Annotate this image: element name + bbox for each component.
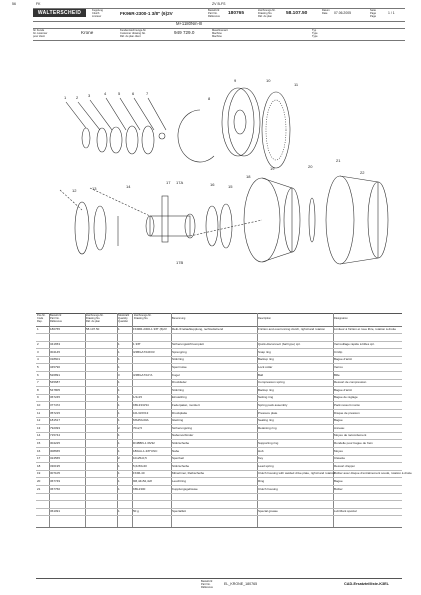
col-head-qty: Stückzahl Quantity Quantité <box>118 314 130 323</box>
table-cell: D/4BBN-1 06/32 <box>133 441 155 445</box>
table-cell: 13 <box>37 425 41 430</box>
table-cell: MS45/L00A <box>133 418 149 423</box>
table-cell: Lock collar <box>258 365 273 369</box>
table-cell: 1 <box>118 365 120 369</box>
diagram-label-7: 7 <box>146 91 149 96</box>
table-row <box>36 418 402 423</box>
table-cell: 1 <box>118 479 120 483</box>
table-cell: Clavette <box>334 456 346 461</box>
diagram-label-21: 21 <box>336 158 341 163</box>
table-cell: 1 <box>118 433 120 438</box>
table-cell: 1 <box>118 327 120 331</box>
type-label: Typ Type Type <box>312 29 318 38</box>
date-label: Datum Date <box>322 9 330 15</box>
table-row <box>36 487 402 492</box>
table-cell: FK96-40 <box>133 471 145 476</box>
table-cell: 3/4BGA7/10"A <box>133 372 153 377</box>
table-cell: Bille <box>334 372 340 377</box>
table-cell: 1 <box>118 509 120 514</box>
col-head-drawing: Zeichnungs-Nr. Drawing No. Réf. du plan <box>86 314 104 323</box>
sheet: 1 / 1 <box>388 11 395 15</box>
diagram-label-11: 11 <box>294 82 299 87</box>
table-row <box>36 357 402 362</box>
table-cell: 345790 <box>50 365 61 369</box>
table-cell: Bague d'arrêt <box>334 387 352 392</box>
table-row <box>36 365 402 370</box>
page-code-right: ZV B-FS <box>212 2 226 6</box>
table-cell: 308665 <box>50 448 61 453</box>
diagram-label-8: 8 <box>208 96 211 101</box>
table-cell: Stützscheibe <box>172 463 190 468</box>
table-row <box>36 456 402 461</box>
table-row <box>36 494 402 499</box>
diagram-label-18: 18 <box>246 174 251 179</box>
table-cell: 1 <box>118 486 120 491</box>
table-cell: 1 <box>118 349 120 354</box>
table-cell: 19 <box>37 471 41 476</box>
table-row <box>36 502 402 507</box>
diagram-label-22: 22 <box>360 170 365 175</box>
page-code-left-2: FK <box>36 2 41 6</box>
table-cell: Sicherungsstift komplett <box>172 342 204 347</box>
diagram-label-20: 20 <box>308 164 313 169</box>
table-cell: Federpaket, montiert <box>172 403 200 407</box>
table-cell: Verrouillage rapide à billes cpl. <box>334 342 375 347</box>
table-cell: 10x25x0,5 <box>133 456 147 461</box>
diagram-label-9: 9 <box>234 78 237 83</box>
diagram-label-6: 6 <box>132 91 135 96</box>
table-cell: 367245 <box>50 395 61 400</box>
table-row <box>36 395 402 400</box>
table-cell: 15 <box>37 441 41 445</box>
date: 07.06.2005 <box>334 11 351 15</box>
table-cell: Lubrifiant spécial <box>334 509 357 514</box>
table-cell: Compression spring <box>258 380 285 385</box>
col-head-description: Description <box>258 317 271 320</box>
table-cell: Spring pack assembly <box>258 403 288 407</box>
drawing-no: 58.107.50 <box>286 11 308 16</box>
sheet-label: Seite Page Page <box>370 9 377 18</box>
table-row <box>36 373 402 378</box>
footer-code: EL_KRONE_180765 <box>224 582 258 586</box>
table-cell: 330195 <box>50 463 61 468</box>
table-cell: Mitnehmer, Reibscheibe <box>172 471 205 476</box>
table-cell: 367760 <box>50 486 61 491</box>
table-cell: Kugel <box>172 372 180 377</box>
table-cell: 1 <box>118 387 120 392</box>
table-cell: Stützring <box>172 357 184 362</box>
table-cell: Sprengring <box>172 349 187 354</box>
product-name: FK96R-2300-1 3/8" (6)2V <box>120 11 173 16</box>
table-cell: 547805 <box>50 387 61 392</box>
table-row <box>36 335 402 340</box>
table-row <box>36 464 402 469</box>
table-row <box>36 327 402 332</box>
table-row <box>36 342 402 347</box>
table-row <box>36 441 402 446</box>
col-head-pos: Pos.Nr. Code Rep. <box>37 314 46 323</box>
table-cell: Backup ring <box>258 387 274 392</box>
table-cell: 2 <box>37 342 39 347</box>
table-cell: Sperrkeil <box>172 456 184 461</box>
table-cell: Nabe <box>172 448 180 453</box>
table-cell: Anneau <box>334 425 345 430</box>
table-cell: Limiteur à friction et roue libre, rotation à droite <box>334 327 397 331</box>
table-cell: 58.107.50 <box>86 327 100 331</box>
diagram-label-17b: 17B <box>176 260 184 265</box>
table-cell: 1 <box>37 327 39 331</box>
table-cell: Moyeu <box>334 448 344 453</box>
table-cell: 180765 <box>50 327 61 331</box>
table-cell: Boîtier avec disque d'entraînement soudé, rotation à droite <box>334 471 412 476</box>
table-cell: 341653 <box>50 342 61 347</box>
table-cell: Clutch housing with welded drive plate, right-hand rotation <box>258 471 336 476</box>
table-cell: Kupplungsgehäuse <box>172 486 198 491</box>
table-cell: 50 g <box>133 509 139 514</box>
table-cell: Clutch housing <box>258 486 278 491</box>
table-row <box>36 411 402 416</box>
diagram-label-19: 19 <box>270 166 275 171</box>
part-no: 180765 <box>228 11 245 16</box>
page-code-left: 56 <box>12 2 16 6</box>
table-cell: 792093 <box>50 425 61 430</box>
diagram-label-17a: 17A <box>176 180 184 185</box>
table-row <box>36 380 402 385</box>
table-cell: 545687 <box>50 380 61 385</box>
diagram-label-1: 1 <box>64 95 67 100</box>
table-cell: Special grease <box>258 509 278 514</box>
table-cell: Ring <box>258 479 265 483</box>
table-cell: Rondelle pour bague de frein <box>334 441 373 445</box>
clutch-label: Kupplung Clutch Limiteur <box>92 9 103 18</box>
diagram-label-12: 12 <box>72 188 77 193</box>
diagram-label-10: 10 <box>266 78 271 83</box>
table-cell: Sicherungsring <box>172 425 193 430</box>
col-head-benennung: Benennung <box>172 317 186 320</box>
table-cell: Hub <box>258 448 264 453</box>
table-row <box>36 449 402 454</box>
part-no-label: Bestell-Nr. Part No. Référence <box>208 9 220 18</box>
table-cell: 3/4BGA7/10F03 <box>133 349 155 354</box>
table-cell: 361091 <box>50 509 61 514</box>
diagram-label-3: 3 <box>88 93 91 98</box>
table-cell: 3 <box>118 372 120 377</box>
table-cell: 16 <box>37 448 41 453</box>
footer-doc: CAD-Ersatzteilliste-K3EL <box>344 582 389 586</box>
table-cell: 181517 <box>50 418 61 423</box>
table-cell: 304225 <box>50 441 61 445</box>
table-cell: Bague d'arrêt <box>334 357 352 362</box>
table-cell: 14 <box>37 433 41 438</box>
table-cell: 10 <box>37 403 41 407</box>
table-cell: Leuchtring <box>172 479 187 483</box>
customer-drawing: 949 729.0 <box>174 30 195 35</box>
table-cell: 17 <box>37 456 41 461</box>
customer: Krone <box>81 30 94 35</box>
table-cell: Key <box>258 456 264 461</box>
table-cell: 6 <box>37 372 39 377</box>
customer-drawing-label: Kundenzeichnungs-Nr. Customer drawing No. Réf. du plan client <box>120 29 147 38</box>
diagram-label-15: 15 <box>228 184 233 189</box>
table-cell: Friction and overrunning clutch, right-hand rotation <box>258 327 326 331</box>
table-cell: 318601 <box>50 357 61 362</box>
table-cell: Stützring <box>172 387 184 392</box>
table-cell: Circlip <box>334 349 343 354</box>
table-cell: 1/4x15 <box>133 395 143 400</box>
table-cell: 1 <box>118 403 120 407</box>
diagram-label-17: 17 <box>166 180 171 185</box>
table-cell: Snap ring <box>258 349 271 354</box>
drawing-no-label: Zeichnungs-Nr. Drawing No. Réf. du plan <box>258 9 276 18</box>
table-cell: Bague <box>334 418 343 423</box>
table-cell: 367749 <box>50 479 61 483</box>
table-cell: 7 <box>37 380 39 385</box>
table-cell: Sealing ring <box>258 418 274 423</box>
table-cell: 70x2,5 <box>133 425 143 430</box>
table-cell: 8 <box>37 387 39 392</box>
diagram-label-14: 14 <box>126 184 131 189</box>
table-cell: 1 <box>118 448 120 453</box>
footer-part-label: Bestell-Nr. Part No. Référence <box>201 580 213 589</box>
table-row <box>36 350 402 355</box>
table-cell: Boîtier <box>334 486 343 491</box>
table-cell: 9 <box>37 395 39 400</box>
table-cell: Gleitring <box>172 418 184 423</box>
table-cell: Retaining ring <box>258 425 277 430</box>
table-cell: Setting ring <box>258 395 274 400</box>
table-cell: Ressort d'appui <box>334 463 355 468</box>
subtitle: M+1180Nm-III <box>176 21 203 26</box>
table-cell: Spezialfett <box>172 509 187 514</box>
table-cell: Pack ressort monté <box>334 403 360 407</box>
table-cell: 357215 <box>50 410 61 415</box>
table-cell: Lead spring <box>258 463 274 468</box>
diagram-label-5: 5 <box>118 91 121 96</box>
table-cell: 2 <box>118 425 120 430</box>
table-cell: 1 <box>118 471 120 476</box>
table-cell: 1 <box>118 342 120 347</box>
table-cell: 4 <box>37 357 39 362</box>
table-cell: KBL2300 <box>133 486 146 491</box>
table-cell: 526891 <box>50 372 61 377</box>
table-cell: 11 <box>37 410 41 415</box>
table-cell: 1 <box>118 357 120 362</box>
table-cell: Einstellring <box>172 395 187 400</box>
table-cell: 1 <box>118 441 120 445</box>
diagram-label-4: 4 <box>104 91 107 96</box>
table-cell: Bague <box>334 479 343 483</box>
table-cell: Nabenverbinder <box>172 433 194 438</box>
table-cell: 324565 <box>50 456 61 461</box>
table-cell: 1 <box>118 410 120 415</box>
table-cell: Quick-disconnect (ball type) cpl. <box>258 342 301 347</box>
table-cell: 307105 <box>50 471 61 476</box>
table-row <box>36 388 402 393</box>
walterscheid-logo: WALTERSCHEID <box>33 9 86 17</box>
table-cell: 3 <box>37 349 39 354</box>
table-cell: Pressure plate <box>258 410 278 415</box>
table-cell: Ball <box>258 372 264 377</box>
table-cell: 21 <box>37 486 41 491</box>
table-row <box>36 426 402 431</box>
table-cell: Backup ring <box>258 357 274 362</box>
table-row <box>36 471 412 476</box>
table-cell: Druckplatte <box>172 410 188 415</box>
table-cell: Moyeu de raccordement <box>334 433 367 438</box>
table-cell: 1 <box>118 395 120 400</box>
table-cell: 9M,44x52,4x8 <box>133 479 152 483</box>
table-row <box>36 403 402 408</box>
diagram-label-2: 2 <box>76 95 79 100</box>
table-cell: 715744 <box>50 433 61 438</box>
table-cell: 304145 <box>50 349 61 354</box>
table-row <box>36 433 402 438</box>
exploded-view-diagram <box>30 70 400 280</box>
table-cell: 10L/3/2X13 <box>133 410 149 415</box>
table-cell: 12 <box>37 418 41 423</box>
table-row <box>36 479 402 484</box>
table-cell: Verrou <box>334 365 343 369</box>
customer-label: für Kunde for customer pour client <box>33 29 48 38</box>
table-cell: FK96R-2300-1 3/8" (6)2V <box>133 327 167 331</box>
table-cell: 1 3/8" <box>133 342 141 347</box>
table-cell: 5,6x56x40 <box>133 463 147 468</box>
table-cell: Reib-/Freilaufkupplung, rechtsdrehend <box>172 327 224 331</box>
table-cell: 1 <box>118 463 120 468</box>
col-head-dim: Zeichnungs-Nr. Drawing No. <box>134 314 152 320</box>
col-head-designation: Désignation <box>334 317 348 320</box>
col-head-part: Bestell-Nr. Part No. Référence <box>50 314 62 323</box>
table-row <box>36 509 402 514</box>
table-cell: Stützscheibe <box>172 441 190 445</box>
diagram-label-13: 13 <box>92 186 97 191</box>
table-cell: 1 <box>118 380 120 385</box>
table-cell: Bague de réglage <box>334 395 358 400</box>
table-cell: 1 <box>118 418 120 423</box>
table-cell: 5 <box>37 365 39 369</box>
table-cell: 18 <box>37 463 41 468</box>
table-cell: Supporting ring <box>258 441 279 445</box>
table-cell: 377472 <box>50 403 61 407</box>
table-cell: Disque de pression <box>334 410 360 415</box>
table-cell: 2 <box>118 456 120 461</box>
machine-label: Maschinenart Machine Machine <box>212 29 228 38</box>
table-cell: Sperrnutse <box>172 365 187 369</box>
table-cell: Ressort de compression <box>334 380 367 385</box>
table-cell: Druckfeder <box>172 380 187 385</box>
table-cell: 180AA-1-3/8"UNC <box>133 448 158 453</box>
table-cell: 20 <box>37 479 41 483</box>
diagram-label-16: 16 <box>210 182 215 187</box>
table-cell: KBL33/3/34 <box>133 403 149 407</box>
